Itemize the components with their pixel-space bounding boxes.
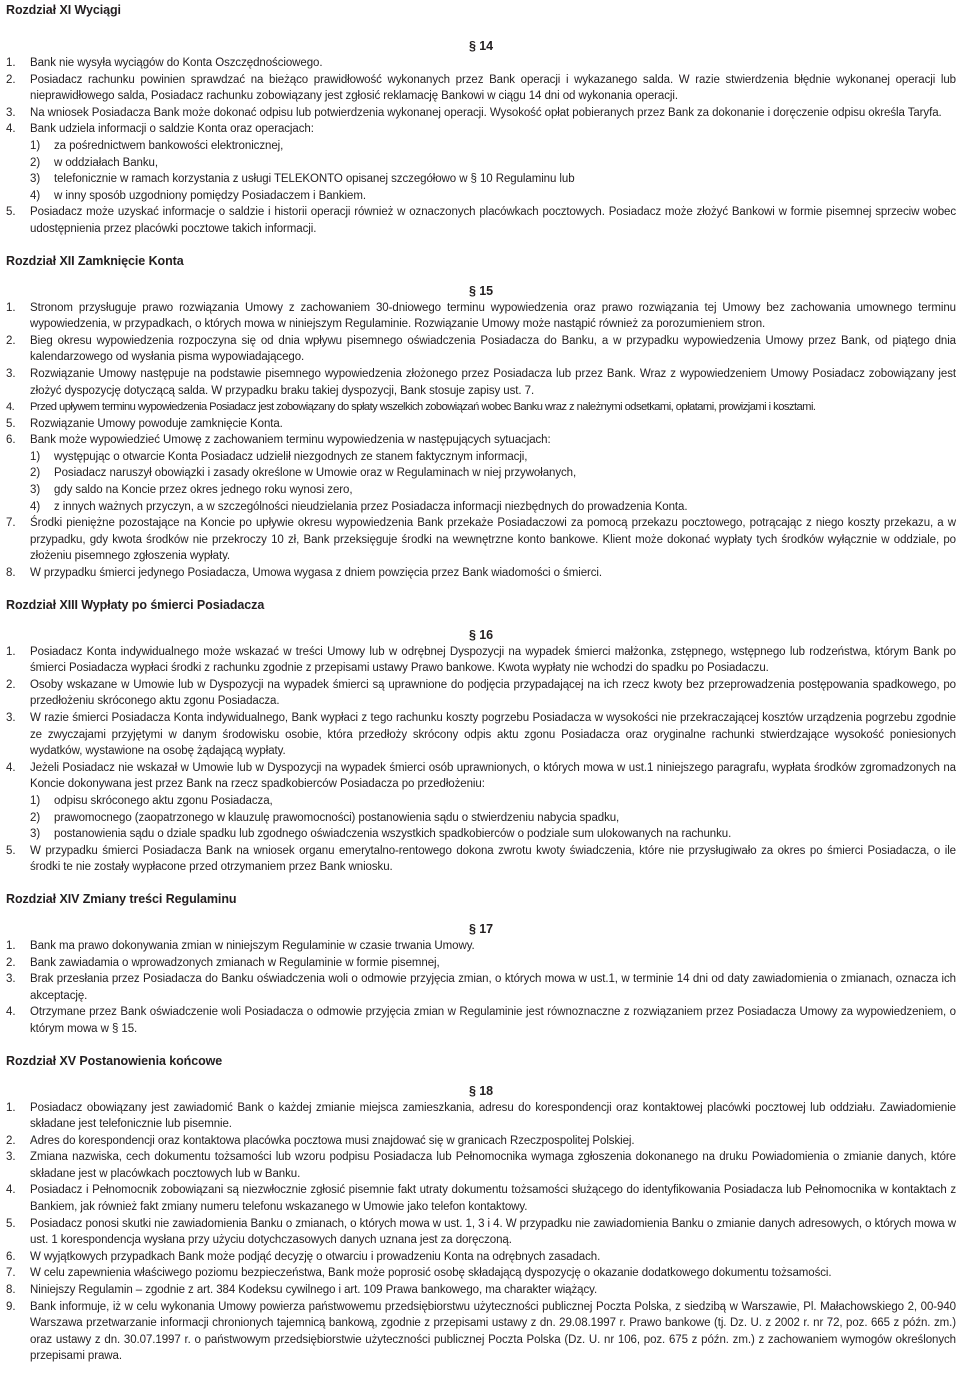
paragraph-item — [6, 971, 956, 1004]
chapter-heading: Rozdział XIV Zmiany treści Regulaminu — [6, 891, 237, 906]
sub-item — [30, 188, 956, 205]
sub-item-number: 1) — [30, 794, 41, 807]
paragraph-item — [6, 1004, 956, 1037]
item-number: 5. — [6, 844, 16, 857]
item-text: Bank udziela informacji o saldzie Konta oraz operacjach: — [30, 123, 314, 136]
chapter-spacer — [6, 876, 956, 887]
item-text: Środki pieniężne pozostające na Koncie po upływie okresu wypowiedzenia Bank przekaże Posiadaczowi za pomocą przekazu pocztowego, potrącając z niego koszty przekazu, a w przypadku, gdy kwota środków nie przekroczy 10 zł, Bank przeksięguje środki na wewnętrzne konto bankowe. Klient może dokonać wypłaty tych środków wyłącznie w oddziale, po złożeniu pisemnego zgłoszenia wypłaty. — [30, 517, 956, 563]
sub-item-number: 2) — [30, 156, 41, 169]
chapter-heading: Rozdział XI Wyciągi — [6, 3, 121, 17]
item-text: Na wniosek Posiadacza Bank może dokonać odpisu lub potwierdzenia wykonanej operacji. Wysokość opłat pobieranych przez Bank za dokonanie i doręczenie odpisu określa Taryfa. — [30, 106, 942, 119]
document — [6, 0, 956, 1365]
item-number: 1. — [6, 645, 16, 658]
sub-item — [30, 138, 956, 155]
item-text: Rozwiązanie Umowy powoduje zamknięcie Konta. — [30, 417, 283, 430]
section-number: § 17 — [468, 921, 493, 936]
paragraph-item — [6, 710, 956, 760]
item-number: 1. — [6, 1101, 16, 1114]
item-text: Posiadacz może uzyskać informacje o saldzie i historii operacji również w oznaczonych placówkach pocztowych. Posiadacz może złożyć Bankowi w formie pisemnej sprzeciw wobec udostępnienia przez placówki pocztowe takich informacji. — [30, 206, 956, 235]
paragraph-item — [6, 204, 956, 237]
item-text: Bank zawiadamia o wprowadzonych zmianach w Regulaminie w formie pisemnej, — [30, 956, 440, 969]
sub-item-text: w inny sposób uzgodniony pomiędzy Posiadaczem i Bankiem. — [54, 189, 366, 202]
item-number: 2. — [6, 334, 16, 347]
item-number: 5. — [6, 1217, 16, 1230]
chapter-spacer — [6, 582, 956, 593]
item-text: Posiadacz rachunku powinien sprawdzać na bieżąco prawidłowość wykonanych przez Bank operacji i wykazanego salda. W razie stwierdzenia błędnie wykonanej operacji lub nieprawidłowego salda, Posiadacz rachunku zobowiązany jest zgłosić reklamację Bankowi w ciągu 14 dni od wykonania operacji. — [30, 73, 956, 103]
item-text: Przed upływem terminu wypowiedzenia Posiadacz jest zobowiązany do spłaty wszelkich zobowiązań wobec Banku wraz z należnymi odsetkami, opłatami, prowizjami i kosztami. — [30, 401, 816, 414]
item-text: W przypadku śmierci Posiadacza Bank na wniosek organu emerytalno-rentowego dokona zwrotu kwoty świadczenia, które nie przysługiwało za okres po śmierci Posiadacza, o ile środki te nie zostały wypłacone przed otrzymaniem przez Bank wniosku. — [30, 844, 956, 874]
item-number: 3. — [6, 106, 16, 119]
sub-item — [30, 465, 956, 482]
sub-item-text: postanowienia sądu o dziale spadku lub zgodnego oświadczenia wszystkich spadkobierców o podziale sum ulokowanych na rachunku. — [54, 828, 732, 841]
item-text: Brak przesłania przez Posiadacza do Banku oświadczenia woli o odmowie przyjęcia zmian, o których mowa w ust.1, w terminie 14 dni od daty zawiadomienia o zmianach, oznacza ich akceptację. — [30, 973, 956, 1002]
paragraph-item — [6, 644, 956, 677]
item-text: Zmiana nazwiska, cech dokumentu tożsamości lub wzoru podpisu Posiadacza lub Pełnomocnika wymaga zgłoszenia dokonanego na druku Powiadomienia o zmianie danych, które składane jest w placówkach pocztowych lub w Banku. — [30, 1151, 956, 1180]
sub-item-text: występując o otwarcie Konta Posiadacz udzielił niezgodnych ze stanem faktycznym informacji, — [54, 450, 528, 463]
section-number: § 16 — [468, 627, 493, 642]
sub-item-number: 3) — [30, 828, 41, 841]
paragraph-item — [6, 1149, 956, 1182]
paragraph-item — [6, 121, 956, 204]
paragraph-item — [6, 1299, 956, 1365]
paragraph-item — [6, 515, 956, 565]
item-number: 6. — [6, 1250, 16, 1263]
item-number: 4. — [6, 761, 16, 774]
item-text: Niniejszy Regulamin – zgodnie z art. 384 Kodeksu cywilnego i art. 109 Prawa bankowego, ma charakter wiążący. — [30, 1284, 598, 1297]
chapter-heading: Rozdział XII Zamknięcie Konta — [6, 253, 184, 268]
sub-item-number: 2) — [30, 811, 41, 824]
item-number: 4. — [6, 1184, 16, 1197]
item-number: 1. — [6, 301, 16, 314]
sub-item — [30, 482, 956, 499]
item-text: Posiadacz i Pełnomocnik zobowiązani są niezwłocznie zgłosić pisemnie fakt utraty dokumentu tożsamości służącego do identyfikowania Posiadacza lub Pełnomocnika w kontaktach z Bankiem, jak również fakt zmiany numeru telefonu wskazanego w Umowie jako telefon kontaktowy. — [30, 1184, 956, 1214]
item-number: 7. — [6, 1267, 16, 1280]
item-number: 3. — [6, 367, 16, 380]
sub-item — [30, 793, 956, 810]
paragraph-item — [6, 1249, 956, 1266]
sub-item — [30, 155, 956, 172]
paragraph-item — [6, 1265, 956, 1282]
sub-item-number: 4) — [30, 189, 41, 202]
item-number: 4. — [6, 1006, 16, 1019]
paragraph-item — [6, 366, 956, 399]
chapter-spacer — [6, 238, 956, 249]
item-text: Rozwiązanie Umowy następuje na podstawie pisemnego wypowiedzenia złożonego przez Posiadacza lub przez Bank. Wraz z wypowiedzeniem Umowy Posiadacz zobowiązany jest złożyć dyspozycję dotyczącą salda. W przypadku braku takiej dyspozycji, Bank stosuje zapisy ust. 7. — [30, 367, 956, 397]
item-text: Bank nie wysyła wyciągów do Konta Oszczędnościowego. — [30, 57, 323, 69]
paragraph-item — [6, 399, 956, 416]
sub-item-number: 3) — [30, 484, 41, 497]
paragraph-item — [6, 843, 956, 876]
section-number: § 14 — [468, 39, 493, 53]
item-number: 5. — [6, 417, 16, 430]
item-number: 5. — [6, 206, 16, 219]
item-text: W celu zapewnienia właściwego poziomu bezpieczeństwa, Bank może poprosić osobę składającą dyspozycję o okazanie dodatkowego dokumentu tożsamości. — [30, 1267, 832, 1280]
item-number: 1. — [6, 939, 16, 952]
sub-item — [30, 171, 956, 188]
item-number: 2. — [6, 73, 16, 86]
sub-item — [30, 499, 956, 516]
sub-item-text: z innych ważnych przyczyn, a w szczególności nieudzielania przez Posiadacza informacji niezbędnych do prowadzenia Konta. — [54, 500, 688, 513]
item-number: 7. — [6, 517, 16, 530]
paragraph-item — [6, 416, 956, 433]
item-text: W wyjątkowych przypadkach Bank może podjąć decyzję o otwarciu i prowadzeniu Konta na odrębnych zasadach. — [30, 1250, 601, 1263]
item-number: 2. — [6, 678, 16, 691]
sub-item — [30, 449, 956, 466]
item-number: 4. — [6, 123, 16, 136]
item-number: 3. — [6, 973, 16, 986]
item-number: 3. — [6, 712, 16, 724]
section-number: § 15 — [468, 283, 493, 298]
item-text: W przypadku śmierci jedynego Posiadacza, Umowa wygasa z dniem powzięcia przez Bank wiadomości o śmierci. — [30, 567, 603, 580]
paragraph-item — [6, 760, 956, 843]
paragraph-item — [6, 677, 956, 710]
item-text: Osoby wskazane w Umowie lub w Dyspozycji na wypadek śmierci są uprawnione do podjęcia przypadającej na ich rzecz kwoty bez przeprowadzenia postępowania spadkowego, po przedłożeniu skróconego aktu zgonu Posiadacza. — [30, 678, 956, 708]
item-number: 2. — [6, 956, 16, 969]
paragraph-item — [6, 333, 956, 366]
section-number: § 18 — [468, 1083, 493, 1098]
sub-item-text: w oddziałach Banku, — [54, 156, 158, 169]
paragraph-item — [6, 565, 956, 582]
paragraph-item — [6, 1133, 956, 1150]
paragraph-item — [6, 938, 956, 955]
sub-item-text: gdy saldo na Koncie przez okres jednego roku wynosi zero, — [54, 484, 353, 497]
sub-item-number: 1) — [30, 450, 41, 463]
sub-item-number: 4) — [30, 500, 41, 513]
sub-item — [30, 810, 956, 827]
item-text: Bank informuje, iż w celu wykonania Umowy powierza państwowemu przedsiębiorstwu użyteczności publicznej Poczta Polska, z siedzibą w Warszawie, Pl. Małachowskiego 2, 00-940 Warszawa przetwarzanie informacji chronionych tajemnicą bankową, zgodnie z przepisami ustawy z dn. 29.08.1997 r. Prawo bankowe (tj. Dz. U. z 2002 r. nr 72, poz. 665 z późn. zm.) oraz ustawy z dn. 30.07.1997 r. o państwowym przedsiębiorstwie użyteczności publicznej Poczta Polska (Dz. U. nr 106, poz. 675 z późn. zm.) z zachowaniem wymogów określonych przepisami prawa. — [30, 1300, 956, 1363]
sub-item-text: telefonicznie w ramach korzystania z usługi TELEKONTO opisanej szczegółowo w § 10 Regulaminu lub — [54, 173, 575, 186]
chapter-heading: Rozdział XIII Wypłaty po śmierci Posiadacza — [6, 597, 265, 612]
sub-item-number: 1) — [30, 139, 41, 152]
item-text: Otrzymane przez Bank oświadczenie woli Posiadacza o odmowie przyjęcia zmian w Regulaminie jest równoznaczne z rozwiązaniem przez Posiadacza Umowy za wypowiedzeniem, o którym mowa w § 15. — [30, 1006, 956, 1035]
sub-item-number: 2) — [30, 467, 41, 480]
item-text: Posiadacz obowiązany jest zawiadomić Bank o każdej zmianie miejsca zamieszkania, adresu do korespondencji oraz kontaktowej placówki pocztowej lub oddziału. Zawiadomienie składane jest telefonicznie lub pisemnie. — [30, 1101, 956, 1131]
item-text: Posiadacz Konta indywidualnego może wskazać w treści Umowy lub w odrębnej Dyspozycji na wypadek śmierci małżonka, zstępnego, wstępnego lub rodzeństwa, którym Bank po śmierci Posiadacza wypłaci środki z rachunku zgodnie z przepisami ustawy Prawo bankowe. Kwota wypłaty nie wchodzi do spadku po Posiadaczu. — [30, 645, 956, 675]
paragraph-item — [6, 55, 956, 72]
paragraph-item — [6, 1216, 956, 1249]
sub-item-text: prawomocnego (zaopatrzonego w klauzulę prawomocności) postanowienia sądu o stwierdzeniu nabycia spadku, — [54, 811, 620, 824]
item-text: Bieg okresu wypowiedzenia rozpoczyna się od dnia wpływu pisemnego oświadczenia Posiadacza do Banku, a w przypadku wypowiedzenia Umowy przez Bank, od piątego dnia kalendarzowego od wysłania pisma wypowiadającego. — [30, 334, 956, 364]
item-number: 1. — [6, 57, 16, 69]
item-text: Bank może wypowiedzieć Umowę z zachowaniem terminu wypowiedzenia w następujących sytuacjach: — [30, 434, 551, 447]
paragraph-item — [6, 105, 956, 122]
item-number: 2. — [6, 1134, 16, 1147]
item-number: 8. — [6, 1284, 16, 1297]
paragraph-item — [6, 955, 956, 972]
chapter-spacer — [6, 1038, 956, 1049]
sub-item — [30, 826, 956, 843]
paragraph-item — [6, 432, 956, 515]
item-number: 8. — [6, 567, 16, 580]
item-number: 6. — [6, 434, 16, 447]
item-number: 4. — [6, 401, 15, 414]
item-number: 9. — [6, 1300, 16, 1313]
item-number: 3. — [6, 1151, 16, 1164]
paragraph-item — [6, 1182, 956, 1215]
paragraph-item — [6, 300, 956, 333]
item-text: Adres do korespondencji oraz kontaktowa placówka pocztowa musi znajdować się w granicach Rzeczpospolitej Polskiej. — [30, 1134, 635, 1147]
item-text: Stronom przysługuje prawo rozwiązania Umowy z zachowaniem 30-dniowego terminu wypowiedzenia oraz prawo rozwiązania tej Umowy bez zachowania umownego terminu wypowiedzenia, w przypadkach, o których mowa w niniejszym Regulaminie. Rozwiązanie Umowy może nastąpić również za porozumieniem stron. — [30, 301, 956, 331]
sub-item-text: za pośrednictwem bankowości elektronicznej, — [54, 139, 284, 152]
paragraph-item — [6, 72, 956, 105]
paragraph-item — [6, 1100, 956, 1133]
chapter-heading: Rozdział XV Postanowienia końcowe — [6, 1053, 223, 1068]
paragraph-item — [6, 1282, 956, 1299]
item-text: Posiadacz ponosi skutki nie zawiadomienia Banku o zmianach, o których mowa w ust. 1, 3 i 4. W przypadku nie zawiadomienia Banku o zmianie danych adresowych, o których mowa w ust. 1 korespondencja wysłana przy użyciu dotychczasowych danych uznana jest za doręczoną. — [30, 1217, 956, 1247]
sub-item-text: Posiadacz naruszył obowiązki i zasady określone w Umowie oraz w Regulaminach w niej przywołanych, — [54, 467, 577, 480]
sub-item-number: 3) — [30, 173, 41, 186]
sub-item-text: odpisu skróconego aktu zgonu Posiadacza, — [54, 794, 273, 807]
item-text: Bank ma prawo dokonywania zmian w niniejszym Regulaminie w czasie trwania Umowy. — [30, 939, 475, 952]
item-text: W razie śmierci Posiadacza Konta indywidualnego, Bank wypłaci z tego rachunku koszty pogrzebu Posiadacza w wysokości nie przekraczającej kosztów urządzenia pogrzebu zgodnie ze zwyczajami przyjętymi w danym środowisku osobie, która przedłoży skrócony odpis aktu zgonu Posiadacza oraz oryginalne rachunki stwierdzające wysokość poniesionych wydatków, wystawione na osobę żądającą wypłaty. — [30, 712, 956, 758]
item-text: Jeżeli Posiadacz nie wskazał w Umowie lub w Dyspozycji na wypadek śmierci osób uprawnionych, o których mowa w ust.1 niniejszego paragrafu, wypłata środków zgromadzonych na Koncie dokonywana jest przez Bank na rzecz spadkobierców Posiadacza po przedłożeniu: — [30, 761, 956, 791]
